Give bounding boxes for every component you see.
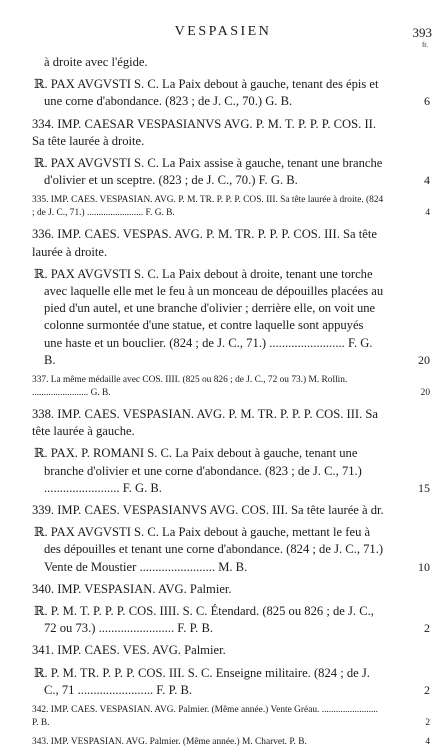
running-title: VESPASIEN bbox=[174, 24, 272, 39]
entry-339-reverse bbox=[34, 524, 430, 576]
catalogue-entries bbox=[0, 54, 446, 755]
rarity-value: 10 bbox=[418, 559, 430, 574]
rarity-value: 6 bbox=[424, 94, 430, 109]
entry-text: 334. IMP. CAESAR VESPASIANVS AVG. P. M. T. P. P. P. COS. II. Sa tête laurée à droite. bbox=[32, 116, 376, 148]
rarity-value: 2 bbox=[425, 718, 430, 729]
rarity-value: 2 bbox=[424, 682, 430, 697]
entry-337 bbox=[32, 374, 430, 400]
rarity-value: 15 bbox=[418, 480, 430, 495]
entry-text: 340. IMP. VESPASIAN. AVG. Palmier. bbox=[32, 581, 232, 596]
entry-text: 338. IMP. CAES. VESPASIAN. AVG. P. M. TR. P. P. P. COS. III. Sa tête laurée à gauche. bbox=[32, 407, 378, 439]
entry-340 bbox=[32, 581, 384, 598]
entry-343 bbox=[32, 736, 430, 749]
entry-text: ℝ. PAX AVGVSTI S. C. La Paix debout à gauche, mettant le feu à des dépouilles et tenant une corne d'abondance. (824 ; de J. C., 71.) Vente de Moustier ........................ M. B. bbox=[34, 525, 384, 574]
entry-text: ℝ. PAX. P. ROMANI S. C. La Paix debout à gauche, tenant une branche d'olivier et une corne d'abondance. (823 ; de J. C., 71.) ........................ F. G. B. bbox=[34, 446, 362, 495]
entry-text: 343. IMP. VESPASIAN. AVG. Palmier. (Même année.) M. Charvet. P. B. bbox=[32, 737, 307, 748]
entry-333-continued bbox=[44, 54, 384, 71]
page-header bbox=[0, 22, 446, 49]
entry-342 bbox=[32, 704, 430, 730]
entry-336 bbox=[32, 226, 384, 260]
rarity-value: 4 bbox=[425, 208, 430, 219]
entry-text: ℝ. P. M. T. P. P. P. COS. IIII. S. C. Étendard. (825 ou 826 ; de J. C., 72 ou 73.) ........................ F. P. B. bbox=[34, 604, 374, 636]
entry-333-reverse bbox=[34, 76, 430, 110]
rarity-value: 4 bbox=[425, 737, 430, 748]
entry-341-reverse bbox=[34, 665, 430, 699]
entry-335 bbox=[32, 194, 430, 220]
entry-text: 341. IMP. CAES. VES. AVG. Palmier. bbox=[32, 643, 226, 658]
entry-text: ℝ. P. M. TR. P. P. P. COS. III. S. C. Enseigne militaire. (824 ; de J. C., 71 ........................ F. P. B. bbox=[34, 665, 370, 697]
page-number: 393 bbox=[412, 25, 432, 40]
entry-text: ℝ. PAX AVGVSTI S. C. La Paix debout à droite, tenant une torche avec laquelle elle met le feu à un monceau de dépouilles placées au pied d'un autel, et une branche d'olivier ; derrière elle, on voit une colonne surmontée d'une statue, et contre laquelle sont appuyés une haste et un bouclier. (824 ; de J. C., 71.) ........................ F. G. B. bbox=[34, 266, 384, 367]
entry-text: 339. IMP. CAES. VESPASIANVS AVG. COS. III. Sa tête laurée à dr. bbox=[32, 503, 384, 518]
entry-336-reverse bbox=[34, 266, 430, 369]
entry-text: à droite avec l'égide. bbox=[44, 55, 148, 69]
entry-338-reverse bbox=[34, 445, 430, 497]
entry-340-reverse bbox=[34, 603, 430, 637]
entry-text: 342. IMP. CAES. VESPASIAN. AVG. Palmier. (Même année.) Vente Gréau. ........................ P. B. bbox=[32, 705, 378, 729]
entry-text: 335. IMP. CAES. VESPASIAN. AVG. P. M. TR. P. P. P. COS. III. Sa tête laurée à droite. (824 ; de J. C., 71.) ........................ F. G. B. bbox=[32, 195, 384, 219]
rarity-value: 4 bbox=[424, 173, 430, 188]
entry-text: 337. La même médaille avec COS. IIII. (825 ou 826 ; de J. C., 72 ou 73.) M. Rollin. ........................ G. B. bbox=[32, 375, 348, 399]
entry-334-reverse bbox=[34, 155, 430, 189]
entry-339 bbox=[32, 502, 384, 519]
rarity-value: 2 bbox=[424, 621, 430, 636]
rarity-value: 20 bbox=[418, 352, 430, 367]
entry-341 bbox=[32, 642, 384, 659]
entry-text: 336. IMP. CAES. VESPAS. AVG. P. M. TR. P. P. P. COS. III. Sa tête laurée à droite. bbox=[32, 227, 377, 259]
entry-text: ℝ. PAX AVGVSTI S. C. La Paix assise à gauche, tenant une branche d'olivier et un sceptre. (823 ; de J. C., 70.) F. G. B. bbox=[34, 156, 383, 188]
entry-334 bbox=[32, 116, 384, 150]
signature-mark: fr. bbox=[421, 41, 428, 49]
entry-338 bbox=[32, 406, 384, 440]
rarity-value: 20 bbox=[420, 388, 430, 399]
entry-text: ℝ. PAX AVGVSTI S. C. La Paix debout à gauche, tenant des épis et une corne d'abondance. (823 ; de J. C., 70.) G. B. bbox=[34, 77, 379, 109]
